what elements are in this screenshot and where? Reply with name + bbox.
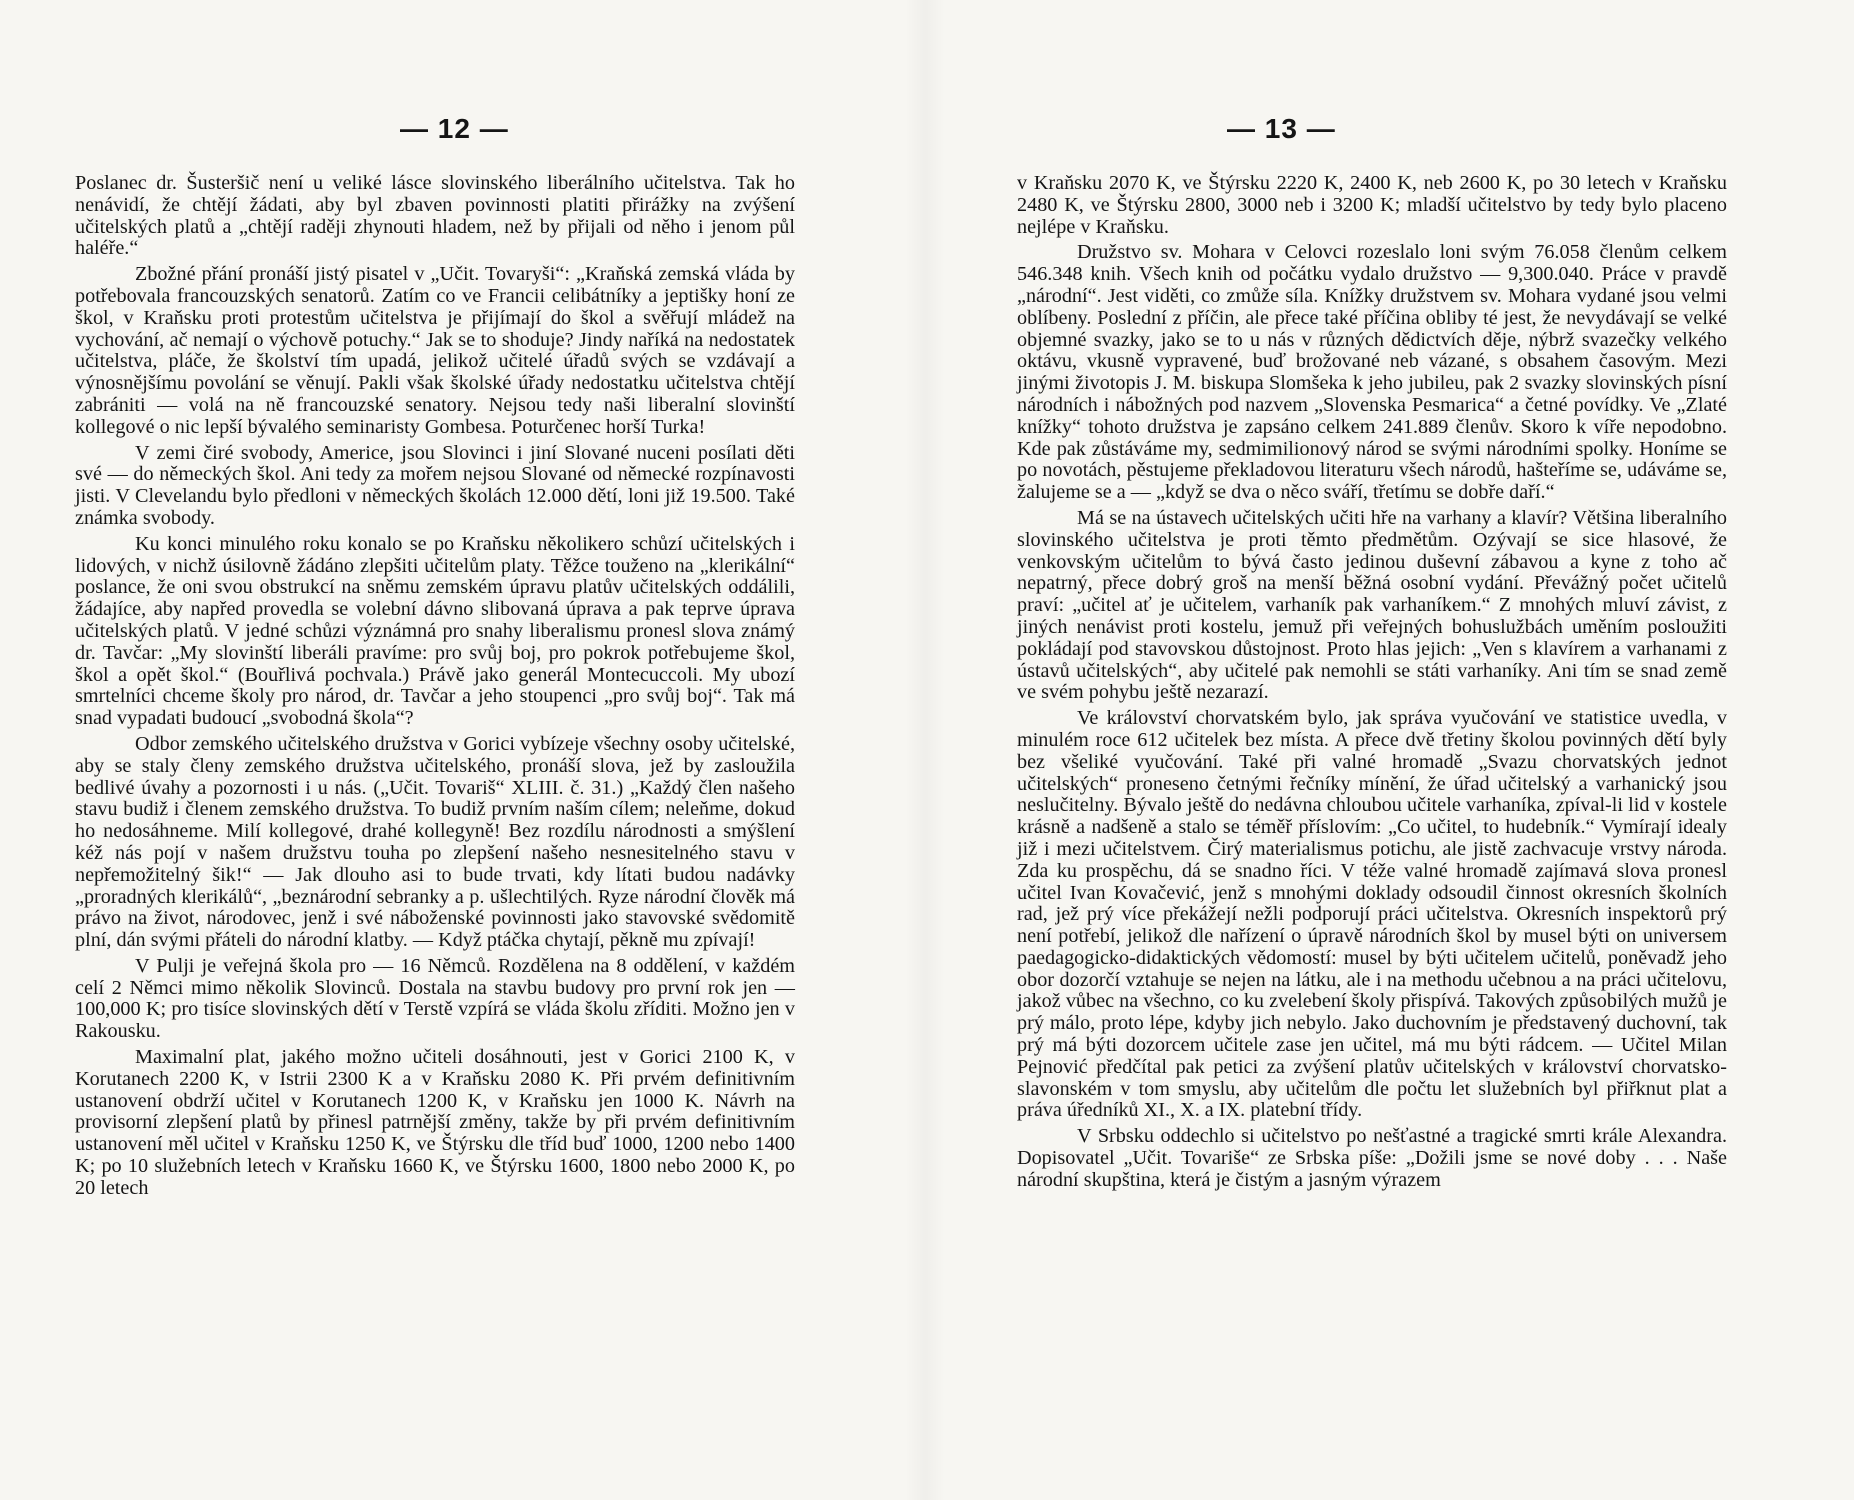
left-text-column (75, 173, 795, 1204)
left-paragraph-5: Odbor zemského učitelského družstva v Gorici vybízeje všechny osoby učitelské, aby se staly členy zemského družstva učitelského, pronáší slova, jež by zasloužila bedlivé úvahy a pozornosti i u nás. („Učit. Tovariš“ XLIII. č. 31.) „Každý člen našeho stavu budiž i členem zemského družstva. To budiž prvním naším cílem; neleňme, dokud ho nedosáhneme. Milí kollegové, drahé kollegyně! Bez rozdílu národnosti a smýšlení kéž nás pojí v našem družstvu touha po zlepšení našeho nesnesitelného stavu v nepřemožitelný šik!“ — Jak dlouho asi to bude trvati, kdy lítati budou nadávky „proradných klerikálů“, „beznárodní sebranky a p. ušlechtilých. Ryze národní člověk má právo na život, národovec, jenž i své náboženské povinnosti jako stavovské svědomitě plní, dán svými přáteli do národní klatby. — Když ptáčka chytají, pěkně mu zpívají! (75, 732, 795, 952)
right-page (927, 0, 1854, 1500)
left-page (0, 0, 800, 1500)
left-paragraph-7: Maximalní plat, jakého možno učiteli dosáhnouti, jest v Gorici 2100 K, v Korutanech 2200 K, v Istrii 2300 K a v Kraňsku 2080 K. Při prvém definitivním ustanovení obdrží učitel v Korutanech 1200 K, v Kraňsku jen 1000 K. Návrh na provisorní zlepšení platů by přinesl patrnější změny, takže by při prvém definitivním ustanovení měl učitel v Kraňsku 1250 K, ve Štýrsku dle tříd buď 1000, 1200 nebo 1400 K; po 10 služebních letech v Kraňsku 1660 K, ve Štýrsku 1600, 1800 nebo 2000 K, po 20 letech (75, 1046, 795, 1199)
left-paragraph-1: Poslanec dr. Šusteršič není u veliké lásce slovinského liberálního učitelstva. Tak ho nenávidí, že chtějí žádati, aby byl zbaven povinnosti platiti přirážky na zvýšení učitelských platů a „chtějí raději zhynouti hladem, než by přijali od něho i jenom půl haléře.“ (75, 172, 795, 260)
right-page-number: — 13 — (1227, 113, 1336, 144)
right-paragraph-4: Ve království chorvatském bylo, jak správa vyučování ve statistice uvedla, v minulém roce 612 učitelek bez místa. A přece dvě třetiny školou povinných dětí byly bez všeliké vyučování. Také při valné hromadě „Svazu chorvatských jednot učitelských“ proneseno četnými řečníky mínění, že úřad učitelský a varhanický jsou neslučitelny. Bývalo ještě do nedávna chloubou učitele varhaníka, zpíval-li lid v kostele krásně a nadšeně a stalo se téměř příslovím: „Co učitel, to hudebník.“ Vymírají idealy již i mezi učitelstvem. Čirý materialismus potichu, ale jistě zachvacuje vrstvy národa. Zda ku prospěchu, dá se snadno říci. V téže valné hromadě zajímavá slova pronesl učitel Ivan Kovačević, jenž s mnohými doklady odsoudil činnost okresních školních rad, jež prý více překážejí nežli podporují práci učitelstva. Okresních inspektorů prý není potřebí, jelikož dle nařízení o úpravě národních škol by musel býti on universem paedagogicko-didaktických vědomostí: musel by býti učitelem učitelů, poněvadž jeho obor dozorčí vztahuje se nejen na látku, ale i na methodu učebnou a na práci učitelovu, jakož vůbec na všechno, co ku zvelebení školy přispívá. Takových způsobilých mužů je prý málo, proto lépe, kdyby jich nebylo. Jako duchovním je představený duchovní, tak prý má býti dozorcem učitele zase jen učitel, má mu býti rádcem. — Učitel Milan Pejnović předčítal pak petici za zvýšení platův učitelských v království chorvatsko-slavonském v tom smyslu, aby učitelům dle počtu let služebních byl přiřknut plat a práva úředníků XI., X. a IX. platební třídy. (1017, 707, 1727, 1122)
left-paragraph-2: Zbožné přání pronáší jistý pisatel v „Učit. Tovaryši“: „Kraňská zemská vláda by potřebovala francouzských senatorů. Zatím co ve Francii celibátníky a jeptišky honí ze škol, v Kraňsku proti protestům učitelstva je přijímají do škol a svěřují mládež na vychování, ač nemají o výchově potuchy.“ Jak se to shoduje? Jindy naříká na nedostatek učitelstva, pláče, že školství tím upadá, jelikož učitelé úřadů svých se vzdávají a výnosnějšímu povolání se věnují. Pakli však školské úřady nedostatku učitelstva chtějí zabrániti — volá na ně francouzské senatory. Nejsou tedy naši liberalní slovinští kollegové o nic lepší bývalého seminaristy Gombesa. Poturčenec horší Turka! (75, 263, 795, 438)
right-paragraph-2: Družstvo sv. Mohara v Celovci rozeslalo loni svým 76.058 členům celkem 546.348 knih. Všech knih od počátku vydalo družstvo — 9,300.040. Práce v pravdě „národní“. Jest viděti, co zmůže síla. Knížky družstvem sv. Mohara vydané jsou velmi oblíbeny. Poslední z příčin, ale přece také příčina obliby té jest, že nevydávají se velké objemné svazky, jako se to u nás v různých dědictvích děje, nýbrž svazečky velkého oktávu, vkusně vypravené, buď brožované neb vázané, s obsahem časovým. Mezi jinými životopis J. M. biskupa Slomšeka k jeho jubileu, pak 2 svazky slovinských písní národních i nábožných pod nazvem „Slovenska Pesmarica“ a četné povídky. Ve „Zlaté knížky“ tohoto družstva je zapsáno celkem 241.889 členův. Skoro k víře nepodobno. Kde pak zůstáváme my, sedmimilionový národ se svými národními spolky. Honíme se po novotách, pěstujeme překladovou literaturu všech národů, hašteříme se, udáváme se, žalujeme se a — „když se dva o něco sváří, třetímu se dobře daří.“ (1017, 241, 1727, 504)
left-paragraph-3: V zemi čiré svobody, Americe, jsou Slovinci i jiní Slované nuceni posílati děti své — do německých škol. Ani tedy za mořem nejsou Slované od německé rozpínavosti jisti. V Clevelandu bylo předloni v německých školách 12.000 dětí, loni již 19.500. Také známka svobody. (75, 441, 795, 529)
right-paragraph-3: Má se na ústavech učitelských učiti hře na varhany a klavír? Většina liberalního slovinského učitelstva je proti těmto předmětům. Ozývají se sice hlasové, že venkovským učitelům to bývá často jedinou duševní zábavou a kyne z toho ač nepatrný, přece dobrý groš na menší běžná osobní vydání. Převážný počet učitelů praví: „učitel ať je učitelem, varhaník pak varhaníkem.“ Z mnohých mluví závist, z jiných nenávist proti kostelu, jemuž při veřejných bohuslužbách uměním posloužiti pokládají pod stavovskou důstojnost. Proto hlas jejich: „Ven s klavírem a varhanami z ústavů učitelských“, aby učitelé pak nemohli se státi varhaníky. Ani tím se snad země ve svém pohybu ještě nezarazí. (1017, 506, 1727, 704)
right-paragraph-1: v Kraňsku 2070 K, ve Štýrsku 2220 K, 2400 K, neb 2600 K, po 30 letech v Kraňsku 2480 K, ve Štýrsku 2800, 3000 neb i 3200 K; mladší učitelstvo by tedy bylo placeno nejlépe v Kraňsku. (1017, 172, 1727, 238)
right-text-column (1017, 173, 1727, 1196)
right-paragraph-5: V Srbsku oddechlo si učitelstvo po nešťastné a tragické smrti krále Alexandra. Dopisovatel „Učit. Tovariše“ ze Srbska píše: „Dožili jsme se nové doby . . . Naše národní skupština, která je čistým a jasným výrazem (1017, 1125, 1727, 1191)
left-page-number: — 12 — (400, 113, 509, 144)
left-paragraph-6: V Pulji je veřejná škola pro — 16 Němců. Rozdělena na 8 oddělení, v každém celí 2 Němci mimo několik Slovinců. Dostala na stavbu budovy pro první rok jen — 100,000 K; pro tisíce slovinských dětí v Terstě vzpírá se vláda školu zříditi. Možno jen v Rakousku. (75, 954, 795, 1043)
left-paragraph-4: Ku konci minulého roku konalo se po Kraňsku několikero schůzí učitelských i lidových, v nichž úsilovně žádáno zlepšiti učitelům platy. Těžce touženo na „klerikální“ poslance, že oni svou obstrukcí na sněmu zemském úpravu platův učitelských oddálili, žádajíce, aby napřed provedla se volební dávno slibovaná úprava a pak teprve úprava učitelských platů. V jedné schůzi význámná pro snahy liberalismu pronesl slova známý dr. Tavčar: „My slovinští liberáli pravíme: pro svůj boj, pro pokrok potřebujeme škol, škol a opět škol.“ (Bouřlivá pochvala.) Právě jako generál Montecuccoli. My ubozí smrtelníci chceme školy pro národ, dr. Tavčar a jeho stoupenci „pro svůj boj“. Tak má snad vypadati budoucí „svobodná škola“? (75, 532, 795, 730)
